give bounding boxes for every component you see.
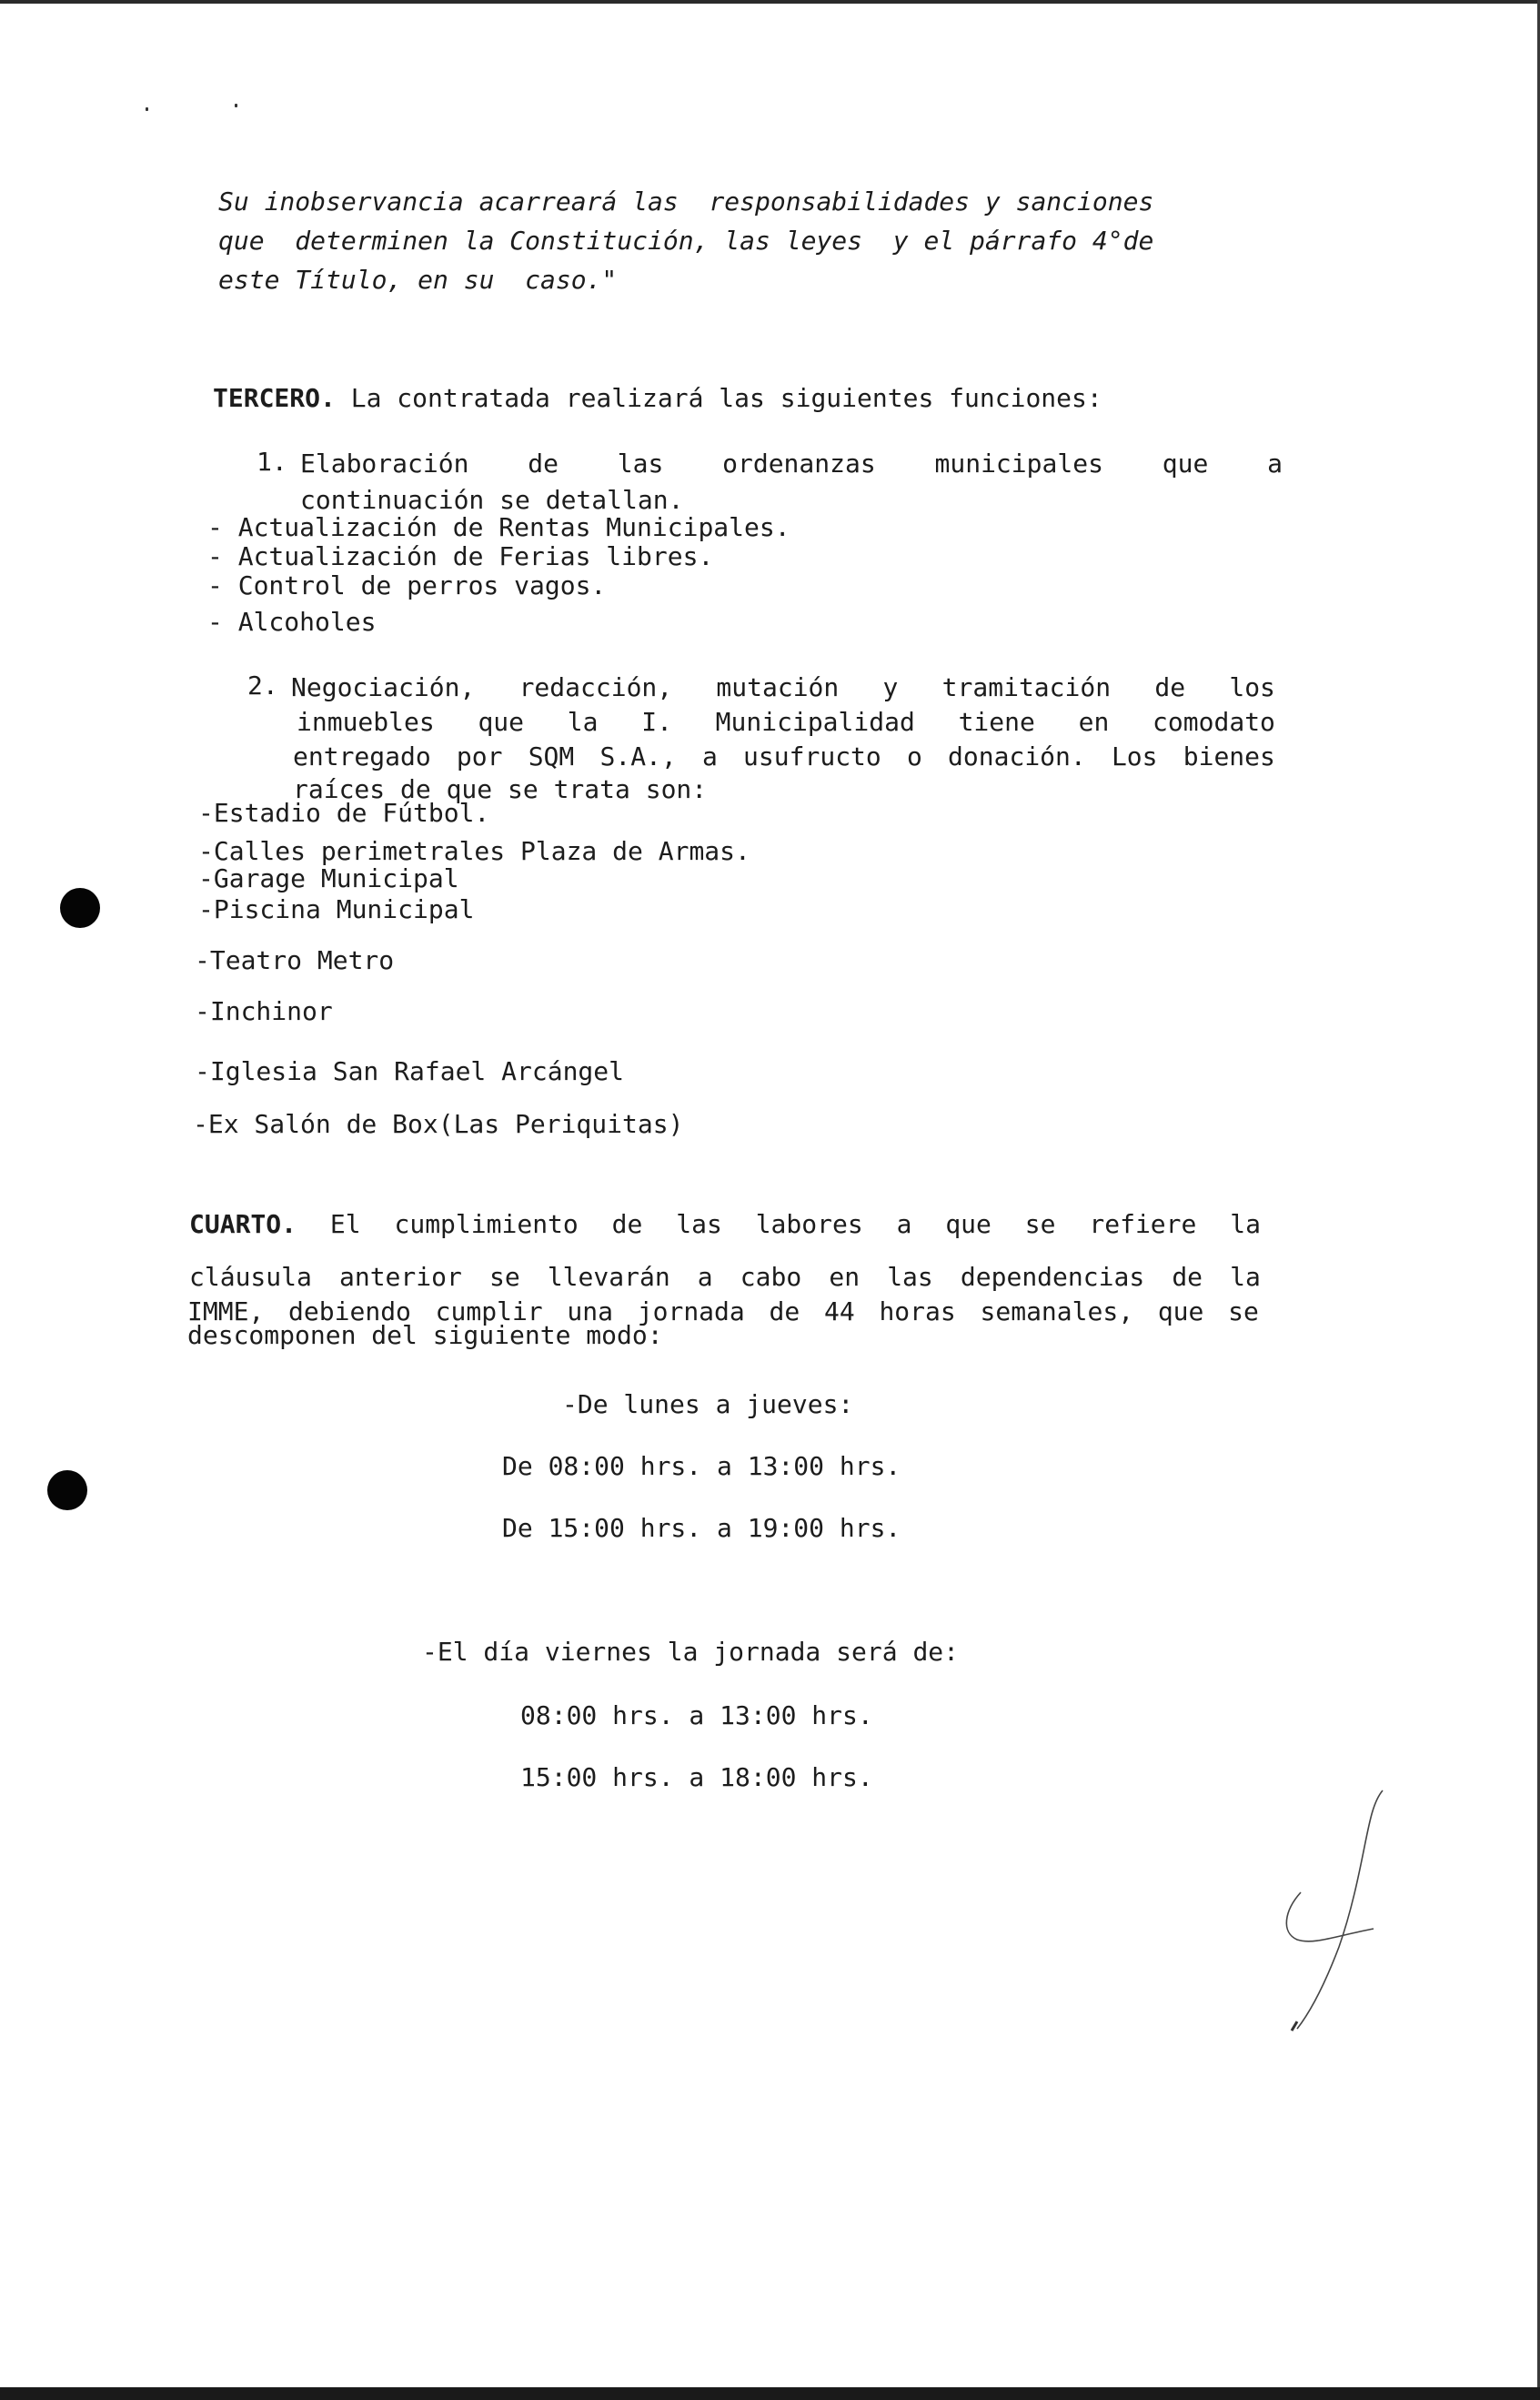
word: una xyxy=(567,1296,613,1326)
word: en xyxy=(829,1262,861,1292)
property-garage: -Garage Municipal xyxy=(198,863,459,893)
word: llevarán xyxy=(547,1262,670,1292)
word: de xyxy=(611,1209,643,1239)
word: IMME, xyxy=(187,1296,265,1326)
property-teatro: -Teatro Metro xyxy=(195,945,395,975)
word: jornada xyxy=(637,1296,745,1326)
scan-edge-top xyxy=(0,0,1540,4)
friday-label: -El día viernes la jornada será de: xyxy=(422,1637,960,1667)
word: inmuebles xyxy=(297,707,435,737)
word: Municipalidad xyxy=(715,707,915,737)
word: municipales xyxy=(934,449,1103,479)
word: la xyxy=(1230,1209,1261,1239)
item-2-line-1 xyxy=(291,673,1275,702)
quote-line-3: este Título, en su caso." xyxy=(218,265,618,295)
word: cumplir xyxy=(435,1296,543,1326)
word: las xyxy=(676,1209,722,1239)
subitem-perros: - Control de perros vagos. xyxy=(207,570,607,600)
word: los xyxy=(1229,672,1275,702)
word: en xyxy=(1078,707,1110,737)
word: ordenanzas xyxy=(722,449,876,479)
subitem-ferias: - Actualización de Ferias libres. xyxy=(207,541,714,571)
quote-line-1: Su inobservancia acarreará las responsabilidades y sanciones xyxy=(218,187,1154,217)
word: 44 xyxy=(823,1296,855,1326)
word: semanales, xyxy=(980,1296,1134,1326)
friday-slot-afternoon: 15:00 hrs. a 18:00 hrs. xyxy=(520,1762,873,1792)
word: la xyxy=(1230,1262,1261,1292)
word: las xyxy=(617,449,664,479)
weekdays-slot-morning: De 08:00 hrs. a 13:00 hrs. xyxy=(502,1451,901,1481)
cuarto-line-4: descomponen del siguiente modo: xyxy=(187,1320,663,1350)
scan-speck xyxy=(235,104,237,107)
word: debiendo xyxy=(288,1296,411,1326)
word: mutación xyxy=(716,672,840,702)
item-1-line-2: continuación se detallan. xyxy=(300,485,684,515)
punch-hole-upper xyxy=(60,888,100,928)
cuarto-heading: CUARTO. xyxy=(189,1209,297,1239)
item-1-line-1 xyxy=(300,449,1283,479)
word: Elaboración xyxy=(300,449,469,479)
property-estadio: -Estadio de Fútbol. xyxy=(198,798,490,828)
word: la xyxy=(567,707,599,737)
word: o xyxy=(906,741,922,771)
scan-edge-bottom xyxy=(0,2387,1540,2400)
word: se xyxy=(488,1262,520,1292)
weekdays-label: -De lunes a jueves: xyxy=(562,1389,854,1419)
item-1-number: 1. xyxy=(257,447,287,477)
word: que xyxy=(1162,449,1209,479)
subitem-alcoholes: - Alcoholes xyxy=(207,607,377,637)
word: horas xyxy=(879,1296,956,1326)
word: redacción, xyxy=(518,672,673,702)
word: las xyxy=(887,1262,933,1292)
word: de xyxy=(528,449,559,479)
word: a xyxy=(701,741,718,771)
item-2-line-2 xyxy=(297,708,1275,737)
tercero-intro: La contratada realizará las siguientes funciones: xyxy=(335,383,1102,413)
word: que xyxy=(1157,1296,1204,1326)
property-inchinor: -Inchinor xyxy=(195,996,333,1026)
cuarto-line-2 xyxy=(189,1263,1261,1292)
word: comodato xyxy=(1152,707,1275,737)
property-piscina: -Piscina Municipal xyxy=(198,894,475,924)
item-2-line-4: raíces de que se trata son: xyxy=(293,774,708,804)
word: de xyxy=(1154,672,1186,702)
word: a xyxy=(1267,449,1283,479)
word: usufructo xyxy=(743,741,881,771)
word: cláusula xyxy=(189,1262,312,1292)
property-iglesia: -Iglesia San Rafael Arcángel xyxy=(195,1056,625,1086)
word: Los xyxy=(1111,741,1158,771)
quote-line-2: que determinen la Constitución, las leyes y el párrafo 4°de xyxy=(218,226,1154,256)
word: I. xyxy=(641,707,672,737)
item-2-number: 2. xyxy=(247,671,278,701)
word: refiere xyxy=(1089,1209,1197,1239)
word: SQM xyxy=(528,741,575,771)
word: S.A., xyxy=(599,741,677,771)
word: labores xyxy=(755,1209,863,1239)
word: que xyxy=(945,1209,991,1239)
word: El xyxy=(329,1209,361,1239)
word: entregado xyxy=(293,741,431,771)
subitem-rentas: - Actualización de Rentas Municipales. xyxy=(207,512,790,542)
punch-hole-lower xyxy=(47,1470,87,1510)
word: a xyxy=(896,1209,912,1239)
word: se xyxy=(1228,1296,1259,1326)
word: Negociación, xyxy=(291,672,476,702)
word: anterior xyxy=(338,1262,462,1292)
friday-slot-morning: 08:00 hrs. a 13:00 hrs. xyxy=(520,1700,873,1730)
weekdays-slot-afternoon: De 15:00 hrs. a 19:00 hrs. xyxy=(502,1513,901,1543)
scan-speck xyxy=(146,107,148,111)
word: dependencias xyxy=(960,1262,1145,1292)
word: bienes xyxy=(1183,741,1275,771)
word: por xyxy=(456,741,503,771)
word: y xyxy=(882,672,899,702)
word: tramitación xyxy=(941,672,1112,702)
word: que xyxy=(478,707,525,737)
property-calles: -Calles perimetrales Plaza de Armas. xyxy=(198,836,750,866)
word: donación. xyxy=(948,741,1086,771)
property-salon-box: -Ex Salón de Box(Las Periquitas) xyxy=(193,1109,684,1139)
item-2-line-3 xyxy=(293,742,1275,771)
word: cumplimiento xyxy=(394,1209,579,1239)
word: de xyxy=(1172,1262,1203,1292)
word: a xyxy=(697,1262,713,1292)
word: de xyxy=(769,1296,800,1326)
word: tiene xyxy=(958,707,1035,737)
cuarto-line-1 xyxy=(189,1210,1261,1239)
tercero-clause xyxy=(213,384,1102,413)
word: cabo xyxy=(740,1262,802,1292)
word: se xyxy=(1024,1209,1056,1239)
handwritten-initial xyxy=(1237,1783,1410,2038)
tercero-heading: TERCERO. xyxy=(213,383,336,413)
